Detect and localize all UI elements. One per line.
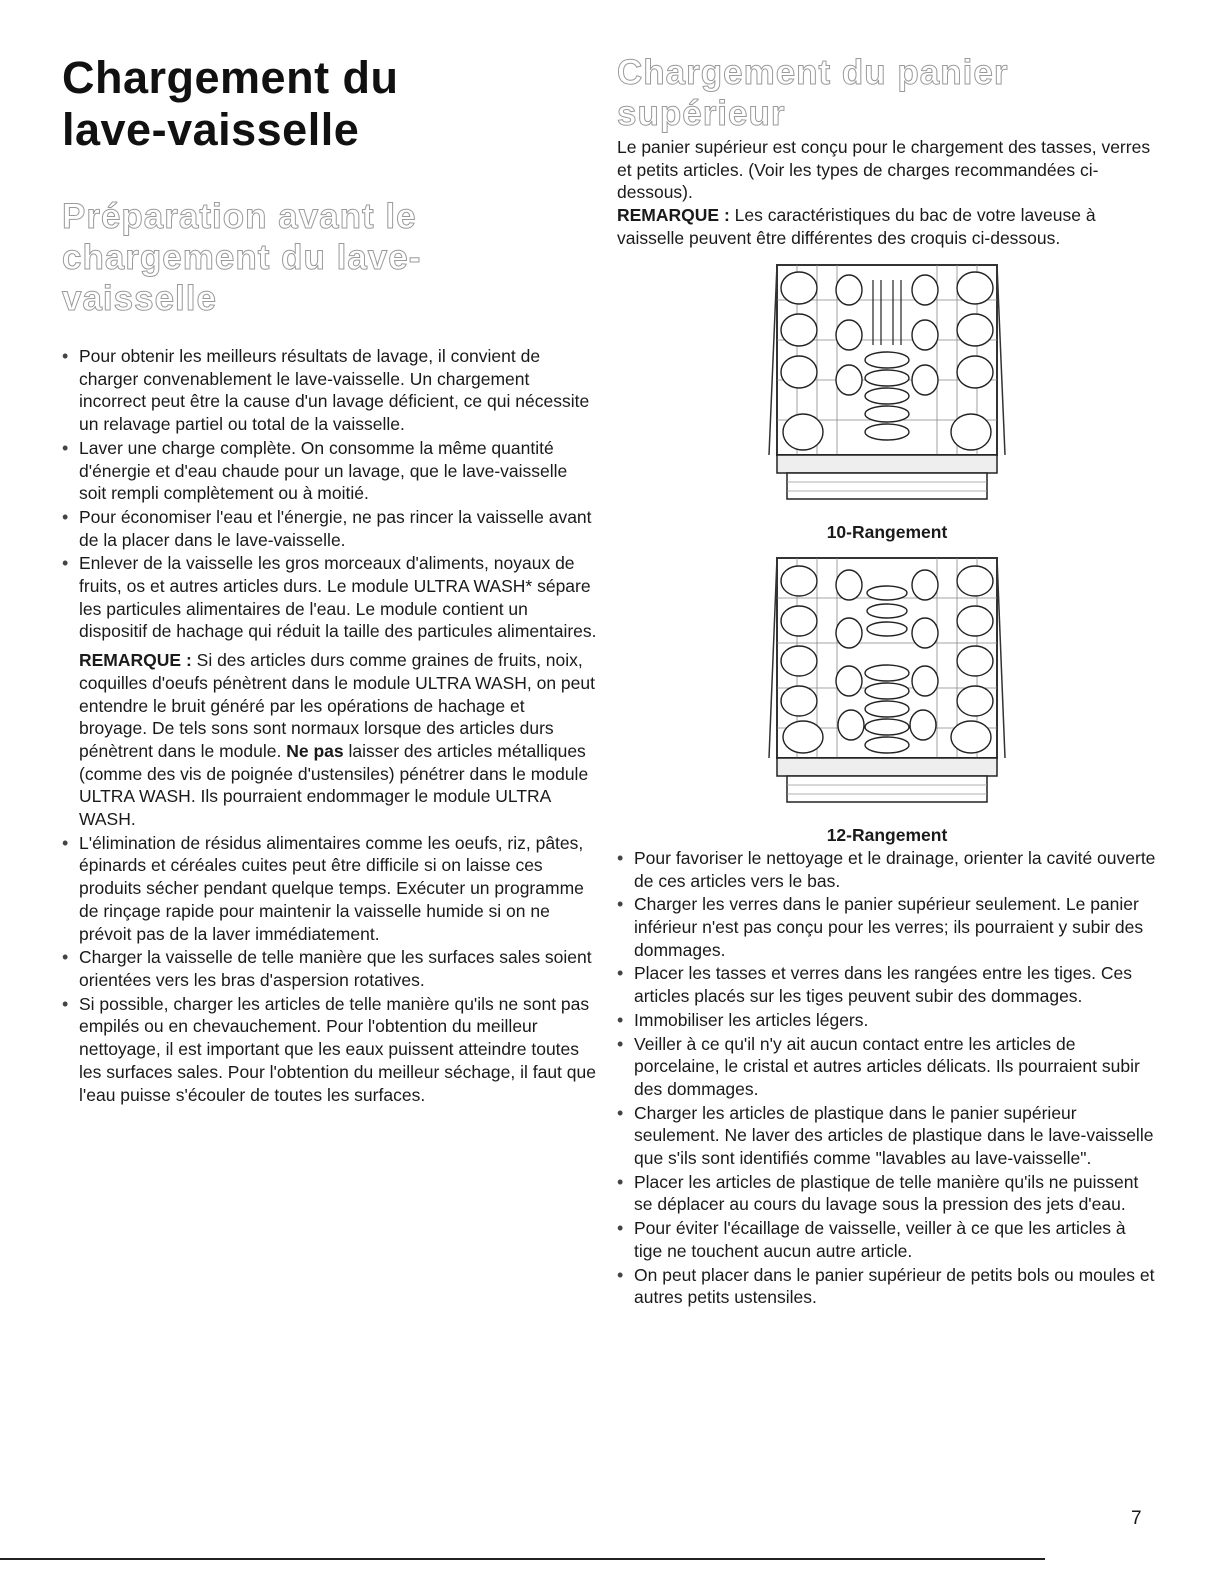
note-label: REMARQUE : <box>617 205 730 226</box>
upper-rack-intro: Le panier supérieur est conçu pour le chargement des tasses, verres et petits articles. (Voir les types de charges recommandées ci-dessous). <box>617 137 1151 203</box>
list-item: • Placer les tasses et verres dans les rangées entre les tiges. Ces articles placés sur les tiges peuvent subir des dommages. <box>617 962 1157 1007</box>
left-column <box>62 52 597 1107</box>
page-title-line-1: Chargement du <box>62 52 399 103</box>
page-number: 7 <box>1131 1508 1142 1529</box>
upper-rack-note <box>617 204 1157 249</box>
preparation-list-continued <box>62 832 597 1106</box>
preparation-list <box>62 345 597 643</box>
note-text: Les caractéristiques du bac de votre laveuse à vaisselle peuvent être différentes des croquis ci-dessous. <box>617 205 1096 248</box>
list-item: • Enlever de la vaisselle les gros morceaux d'aliments, noyaux de fruits, os et autres articles durs. Le module ULTRA WASH* sépare les particules alimentaires de l'eau. Le module contient un dispositif de hachage qui réduit la taille des particules alimentaires. <box>62 552 597 643</box>
list-item: • Pour favoriser le nettoyage et le drainage, orienter la cavité ouverte de ces articles vers le bas. <box>617 847 1157 892</box>
list-item: • Si possible, charger les articles de telle manière qu'ils ne sont pas empilés ou en chevauchement. Pour l'obtention du meilleur nettoyage, il est important que les eaux puissent atteindre toutes les surfaces sales. Pour l'obtention du meilleur séchage, il faut que l'eau puisse s'écouler de toutes les surfaces. <box>62 993 597 1107</box>
rack-10-place-illustration <box>767 260 1007 515</box>
list-item: • L'élimination de résidus alimentaires comme les oeufs, riz, pâtes, épinards et céréales cuites peut être difficile si on laisse ces produits sécher pendant quelque temps. Exécuter un programme de rinçage rapide pour maintenir la vaisselle humide si on ne prévoit pas de la laver immédiatement. <box>62 832 597 946</box>
list-item: • On peut placer dans le panier supérieur de petits bols ou moules et autres petits ustensiles. <box>617 1264 1157 1309</box>
page-title-line-2: lave-vaisselle <box>62 104 360 155</box>
list-item: • Veiller à ce qu'il n'y ait aucun contact entre les articles de porcelaine, le cristal et autres articles délicats. Ils pourraient subir des dommages. <box>617 1033 1157 1101</box>
list-item: • Pour éviter l'écaillage de vaisselle, veiller à ce que les articles à tige ne touchent aucun autre article. <box>617 1217 1157 1262</box>
list-item: • Pour obtenir les meilleurs résultats de lavage, il convient de charger convenablement le lave-vaisselle. Un chargement incorrect peut être la cause d'un lavage déficient, ce qui nécessite un relavage partiel ou total de la vaisselle. <box>62 345 597 436</box>
rack-12-place-illustration <box>767 553 1007 818</box>
note-text-continued: laisser des articles métalliques (comme des vis de poignée d'ustensiles) pénétrer dans le module ULTRA WASH. Ils pourraient endommager le module ULTRA WASH. <box>79 740 589 830</box>
section-heading-line-1: Chargement du panier <box>617 53 1009 92</box>
section-heading-upper-rack <box>617 52 1157 134</box>
note-text: Si des articles durs comme graines de fruits, noix, coquilles d'oeufs pénètrent dans le module ULTRA WASH, on peut entendre le bruit généré par les opérations de hachage et broyage. De tels sons sont normaux lorsque des articles durs pénètrent dans le module. <box>79 650 595 761</box>
section-heading-line-2: supérieur <box>617 94 786 133</box>
note-emphasis: Ne pas <box>286 740 344 761</box>
upper-rack-list <box>617 847 1157 1309</box>
list-item: • Charger la vaisselle de telle manière que les surfaces sales soient orientées vers les bras d'aspersion rotatives. <box>62 946 597 991</box>
right-column <box>617 52 1157 1310</box>
figure-caption-10-place: 10-Rangement <box>826 521 948 542</box>
footer-rule <box>0 1558 1045 1560</box>
section-heading-line-3: vaisselle <box>62 279 217 318</box>
figure-caption-12-place: 12-Rangement <box>826 825 948 846</box>
list-item: • Laver une charge complète. On consomme la même quantité d'énergie et d'eau chaude pour un lavage, que le lave-vaisselle soit rempli complètement ou à moitié. <box>62 437 597 505</box>
ultra-wash-note <box>62 649 597 831</box>
section-heading-preparation <box>62 196 597 319</box>
list-item: • Pour économiser l'eau et l'énergie, ne pas rincer la vaisselle avant de la placer dans le lave-vaisselle. <box>62 506 597 551</box>
note-label: REMARQUE : <box>79 650 192 671</box>
list-item: • Placer les articles de plastique de telle manière qu'ils ne puissent se déplacer au cours du lavage sous la pression des jets d'eau. <box>617 1171 1157 1216</box>
list-item: • Charger les articles de plastique dans le panier supérieur seulement. Ne laver des articles de plastique dans le lave-vaisselle que s'ils sont identifiés comme "lavables au lave-vaisselle". <box>617 1102 1157 1170</box>
page-title <box>62 52 597 156</box>
list-item: • Charger les verres dans le panier supérieur seulement. Le panier inférieur n'est pas conçu pour les verres; ils pourraient y subir des dommages. <box>617 893 1157 961</box>
section-heading-line-2: chargement du lave- <box>62 238 422 277</box>
list-item: • Immobiliser les articles légers. <box>617 1009 1157 1032</box>
section-heading-line-1: Préparation avant le <box>62 197 417 236</box>
